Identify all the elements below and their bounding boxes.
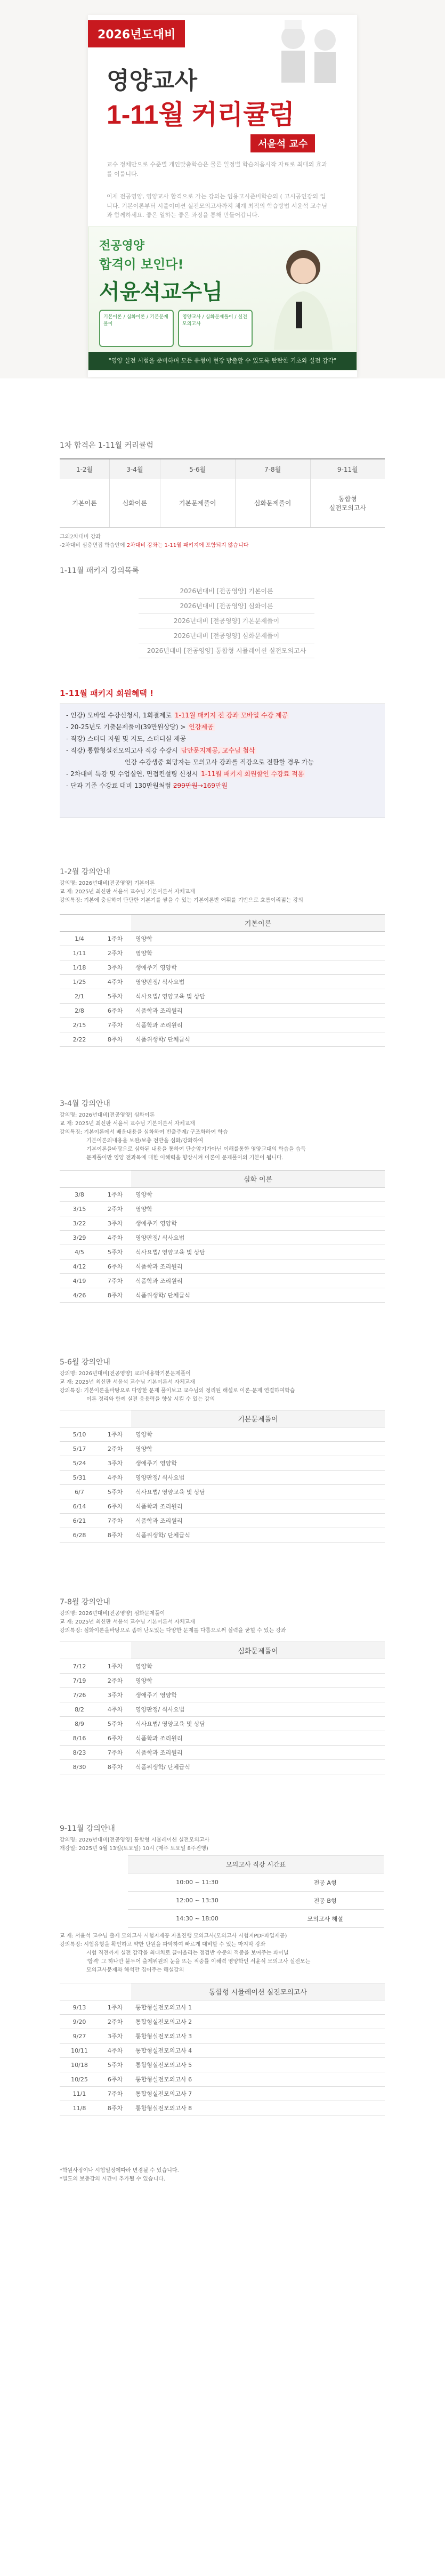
week-cell: 5주차 — [99, 1717, 131, 1731]
week-cell: 6주차 — [99, 1259, 131, 1274]
date-cell: 1/25 — [60, 975, 99, 989]
date-cell: 7/12 — [60, 1659, 99, 1674]
date-cell: 9/27 — [60, 2029, 99, 2044]
package-item[interactable]: 2026년대비 [전공영양] 기본문제풀이 — [139, 613, 314, 628]
table-header-label: 기본이론 — [131, 915, 385, 932]
info-line: 강의특징: 기본이론을바탕으로 다양한 문제 풀이보고 교수님의 정리된 해설로 이론-문제 연결하여학습 — [60, 1388, 295, 1394]
week-cell: 2주차 — [99, 1442, 131, 1456]
week-cell: 3주차 — [99, 1216, 131, 1231]
table-row — [60, 2000, 385, 2015]
date-cell: 6/21 — [60, 1514, 99, 1528]
table-header-label: 심화문제풀이 — [131, 1642, 385, 1659]
topic-cell: 영양학 — [131, 932, 385, 946]
s34-table — [60, 1170, 385, 1303]
table-row — [60, 1202, 385, 1216]
info-line: 강의명: 2026년대비[전공영양] 기본이론 — [60, 881, 155, 886]
curriculum-header: 3-4월 — [110, 459, 160, 479]
benefit-box — [60, 704, 385, 818]
topic-cell: 영양판정/ 식사요법 — [131, 975, 385, 989]
note-prefix: -2차대비 심층면접 학습안에 — [60, 543, 127, 548]
topic-cell: 통합형실전모의고사 1 — [131, 2000, 385, 2015]
s56-info — [60, 1370, 295, 1404]
info-line: 개강일: 2025년 9월 13일(토요일) 10시 (매주 토요일 8주진행) — [60, 1846, 208, 1852]
benefit-line — [66, 780, 385, 792]
info-line: 모의고사문제와 해석만 집어주는 해설강의 — [86, 1967, 184, 1973]
topic-cell: 생애주기 영양학 — [131, 960, 385, 975]
table-row — [60, 1274, 385, 1288]
topic-cell: 생애주기 영양학 — [131, 1688, 385, 1702]
s34-info — [60, 1111, 306, 1162]
banner-ticket-1: 기본이론 / 심화이론 / 기본문제풀이 — [99, 310, 174, 347]
package-list-title: 1-11월 패키지 강의목록 — [60, 567, 139, 575]
week-cell: 7주차 — [99, 1514, 131, 1528]
hero-tag: 2026년도대비 — [88, 20, 185, 47]
s911-title: 9-11월 강의안내 — [60, 1824, 115, 1833]
table-row — [60, 2072, 385, 2087]
date-cell: 11/1 — [60, 2087, 99, 2101]
topic-cell: 식사요법/ 영양교육 및 상담 — [131, 989, 385, 1004]
benefit-text: - 20-25년도 기출문제풀이(39만원상당) > — [66, 723, 188, 731]
date-cell: 7/19 — [60, 1674, 99, 1688]
week-cell: 6주차 — [99, 1004, 131, 1018]
table-row — [60, 1427, 385, 1442]
week-cell: 8주차 — [99, 1528, 131, 1543]
date-cell: 4/12 — [60, 1259, 99, 1274]
benefit-line — [66, 721, 385, 733]
week-cell: 6주차 — [99, 2072, 131, 2087]
date-cell: 1/18 — [60, 960, 99, 975]
table-row — [60, 1018, 385, 1032]
topic-cell: 식품학과 조리원리 — [131, 1274, 385, 1288]
hero-title-line1: 영양교사 — [107, 68, 198, 94]
topic-cell: 통합형실전모의고사 8 — [131, 2101, 385, 2115]
table-header-blank — [60, 1642, 131, 1659]
curriculum-cell: 기본이론 — [60, 479, 110, 527]
info-line: '합격' 그 하나만 붙두어 출제위원의 눈을 뜨는 적중률 이해력 영양학인 서윤석 모의고사 실전모는 — [86, 1959, 311, 1965]
note-red: 2차대비 강좌는 1-11월 패키지에 포함되지 않습니다 — [126, 543, 249, 548]
date-cell: 9/13 — [60, 2000, 99, 2015]
week-cell: 8주차 — [99, 2101, 131, 2115]
professor-photo-icon — [261, 238, 346, 350]
s56-table — [60, 1410, 385, 1543]
date-cell: 8/16 — [60, 1731, 99, 1746]
benefit-line — [66, 709, 385, 721]
date-cell: 1/11 — [60, 946, 99, 960]
date-cell: 8/23 — [60, 1746, 99, 1760]
info-line: 교 재: 서윤석 교수님 출제 모의고사 시험지제공 자율진행 모의고사(모의고사 시험지PDF파일제공) — [60, 1933, 287, 1939]
info-line: 강의명: 2026년대비[전공영양] 통합형 시뮬레이션 실전모의고사 — [60, 1837, 210, 1843]
s911-info — [60, 1836, 209, 1853]
week-cell: 1주차 — [99, 1188, 131, 1202]
banner-main-text: 서윤석교수님 — [99, 280, 223, 304]
benefit-line — [66, 745, 385, 756]
table-row — [60, 1471, 385, 1485]
topic-cell: 식품학과 조리원리 — [131, 1259, 385, 1274]
table-row — [60, 2044, 385, 2058]
date-cell: 8/2 — [60, 1702, 99, 1717]
hero-title-line2: 1-11월 커리큘럼 — [107, 100, 295, 130]
table-row — [60, 1702, 385, 1717]
week-cell: 5주차 — [99, 1245, 131, 1259]
table-row — [60, 1717, 385, 1731]
table-row — [60, 1514, 385, 1528]
table-row — [60, 2029, 385, 2044]
info-line: 교 재: 2025년 최신판 서윤석 교수님 기본이론서 자체교재 — [60, 889, 195, 895]
curriculum-cell: 기본문제풀이 — [160, 479, 235, 527]
table-row — [60, 1485, 385, 1499]
table-row — [60, 1659, 385, 1674]
date-cell: 2/22 — [60, 1032, 99, 1047]
date-cell: 2/1 — [60, 989, 99, 1004]
date-cell: 3/29 — [60, 1231, 99, 1245]
timeline-row — [128, 1892, 384, 1910]
curriculum-note — [60, 533, 248, 550]
info-line: 교 재: 2025년 최신판 서윤석 교수님 기본이론서 자체교재 — [60, 1121, 195, 1127]
date-cell: 10/25 — [60, 2072, 99, 2087]
week-cell: 8주차 — [99, 1032, 131, 1047]
week-cell: 7주차 — [99, 1746, 131, 1760]
s12-title: 1-2월 강의안내 — [60, 868, 110, 876]
benefit-strike-price: 299만원 — [173, 782, 198, 789]
footnotes — [60, 2167, 179, 2184]
topic-cell: 식품학과 조리원리 — [131, 1746, 385, 1760]
s78-table — [60, 1642, 385, 1774]
topic-cell: 식품위생학/ 단체급식 — [131, 1528, 385, 1543]
curriculum-table — [60, 458, 385, 528]
package-item[interactable]: 2026년대비 [전공영양] 통합형 시뮬레이션 실전모의고사 — [139, 643, 314, 658]
info-line: 교 재: 2025년 최신판 서윤석 교수님 기본이론서 자체교재 — [60, 1379, 195, 1385]
topic-cell: 식품위생학/ 단체급식 — [131, 1288, 385, 1303]
package-item[interactable]: 2026년대비 [전공영양] 기본이론 — [139, 584, 314, 599]
footnote: *별도의 보충강의 시간이 추가될 수 있습니다. — [60, 2176, 165, 2182]
topic-cell: 영양판정/ 식사요법 — [131, 1471, 385, 1485]
week-cell: 3주차 — [99, 1456, 131, 1471]
date-cell: 3/22 — [60, 1216, 99, 1231]
curriculum-cell: 심화이론 — [110, 479, 160, 527]
week-cell: 8주차 — [99, 1760, 131, 1774]
topic-cell: 식품위생학/ 단체급식 — [131, 1760, 385, 1774]
benefit-highlight: 인강제공 — [189, 723, 214, 731]
topic-cell: 통합형실전모의고사 6 — [131, 2072, 385, 2087]
session-cell: 전공 A형 — [266, 1874, 384, 1892]
date-cell: 10/11 — [60, 2044, 99, 2058]
table-row — [60, 1456, 385, 1471]
time-cell: 12:00 ~ 13:30 — [128, 1892, 266, 1910]
note-line-1: 그외2차대비 강좌 — [60, 534, 101, 540]
week-cell: 6주차 — [99, 1731, 131, 1746]
table-row — [60, 1004, 385, 1018]
table-row — [60, 975, 385, 989]
week-cell: 8주차 — [99, 1288, 131, 1303]
date-cell: 4/26 — [60, 1288, 99, 1303]
table-row — [60, 960, 385, 975]
footnote: *학원사정이나 시험일정에따라 변경될 수 있습니다. — [60, 2168, 179, 2174]
date-cell: 5/24 — [60, 1456, 99, 1471]
table-row — [60, 1245, 385, 1259]
table-row — [60, 1288, 385, 1303]
date-cell: 2/8 — [60, 1004, 99, 1018]
info-line: 강의특징: 기본이론에서 배운내용을 심화하여 빈출주제/ 구조화하여 학습 — [60, 1129, 228, 1135]
table-header-blank — [60, 1983, 131, 2000]
topic-cell: 통합형실전모의고사 2 — [131, 2015, 385, 2029]
time-cell: 10:00 ~ 11:30 — [128, 1874, 266, 1892]
topic-cell: 통합형실전모의고사 5 — [131, 2058, 385, 2072]
topic-cell: 통합형실전모의고사 7 — [131, 2087, 385, 2101]
table-row — [60, 2058, 385, 2072]
week-cell: 7주차 — [99, 1274, 131, 1288]
topic-cell: 영양학 — [131, 946, 385, 960]
date-cell: 8/30 — [60, 1760, 99, 1774]
topic-cell: 통합형실전모의고사 4 — [131, 2044, 385, 2058]
curriculum-cell: 통합형 실전모의고사 — [310, 479, 385, 527]
benefit-line — [66, 768, 385, 780]
info-line: 강의명: 2026년대비[전공영양] 심화문제풀이 — [60, 1611, 165, 1617]
week-cell: 4주차 — [99, 2044, 131, 2058]
week-cell: 4주차 — [99, 975, 131, 989]
table-row — [60, 1216, 385, 1231]
table-row — [60, 1760, 385, 1774]
timeline-title: 모의고사 직강 시간표 — [128, 1855, 384, 1874]
table-row — [60, 1674, 385, 1688]
table-row — [60, 932, 385, 946]
info-line: 교 재: 2025년 최신판 서윤석 교수님 기본이론서 자체교재 — [60, 1619, 195, 1625]
table-header-blank — [60, 1410, 131, 1427]
benefit-highlight: 1-11월 패키지 회원할인 수강료 적용 — [201, 770, 304, 778]
table-header-label: 통합형 시뮬레이션 실전모의고사 — [131, 1983, 385, 2000]
curriculum-title: 1차 합격은 1-11월 커리큘럼 — [60, 441, 153, 450]
topic-cell: 식사요법/ 영양교육 및 상담 — [131, 1485, 385, 1499]
date-cell: 6/7 — [60, 1485, 99, 1499]
topic-cell: 생애주기 영양학 — [131, 1456, 385, 1471]
date-cell: 8/9 — [60, 1717, 99, 1731]
table-header-blank — [60, 915, 131, 932]
week-cell: 4주차 — [99, 1702, 131, 1717]
week-cell: 2주차 — [99, 1674, 131, 1688]
benefit-text: - 단과 기준 수강료 대비 130만원처럼 — [66, 782, 173, 789]
benefit-line: - 직강) 스터디 지원 및 지도, 스터디실 제공 — [66, 735, 187, 742]
topic-cell: 통합형실전모의고사 3 — [131, 2029, 385, 2044]
benefit-price: →169만원 — [197, 782, 228, 789]
benefit-text: - 인강) 모바일 수강신청시, 1회결제로 — [66, 712, 174, 719]
s12-info — [60, 879, 303, 905]
topic-cell: 영양학 — [131, 1202, 385, 1216]
week-cell: 5주차 — [99, 1485, 131, 1499]
info-line: 강의특징: 심화이론을바탕으로 좀더 난도있는 다양한 문제를 다룸으로써 실력을 굳힐 수 있는 강좌 — [60, 1628, 286, 1634]
session-cell: 모의고사 해설 — [266, 1910, 384, 1928]
week-cell: 3주차 — [99, 1688, 131, 1702]
benefit-text: - 2차대비 특강 및 수업실연, 면접컨설팅 신청시 — [66, 770, 200, 778]
table-row — [60, 1528, 385, 1543]
benefit-text: - 직강) 통합형실전모의고사 직강 수강시 — [66, 747, 180, 754]
table-row — [60, 2015, 385, 2029]
info-line: 강의특징: 시험유형을 확인하고 약한 단원을 파악하여 빠르게 대비할 수 있는 마지막 강좌 — [60, 1942, 266, 1948]
table-row — [60, 989, 385, 1004]
table-row — [60, 2101, 385, 2115]
promo-banner — [88, 227, 357, 370]
topic-cell: 영양판정/ 식사요법 — [131, 1702, 385, 1717]
chef-illustration-icon — [272, 16, 346, 91]
topic-cell: 식품학과 조리원리 — [131, 1514, 385, 1528]
week-cell: 5주차 — [99, 2058, 131, 2072]
week-cell: 4주차 — [99, 1471, 131, 1485]
time-cell: 14:30 ~ 18:00 — [128, 1910, 266, 1928]
topic-cell: 영양학 — [131, 1427, 385, 1442]
week-cell: 1주차 — [99, 1659, 131, 1674]
topic-cell: 식사요법/ 영양교육 및 상담 — [131, 1717, 385, 1731]
date-cell: 5/10 — [60, 1427, 99, 1442]
date-cell: 4/5 — [60, 1245, 99, 1259]
week-cell: 1주차 — [99, 1427, 131, 1442]
table-header-label: 심화 이론 — [131, 1170, 385, 1188]
week-cell: 7주차 — [99, 2087, 131, 2101]
table-row — [60, 946, 385, 960]
topic-cell: 식품학과 조리원리 — [131, 1499, 385, 1514]
topic-cell: 식품학과 조리원리 — [131, 1004, 385, 1018]
s34-title: 3-4월 강의안내 — [60, 1100, 110, 1108]
banner-top-text: 전공영양 — [99, 239, 145, 253]
curriculum-header: 5-6월 — [160, 459, 235, 479]
info-line: 기본이론을바탕으로 심화된 내용을 통하여 단순암기가아닌 이해를통한 영양교대의 학습을 습득 — [86, 1146, 306, 1152]
s78-info — [60, 1610, 286, 1635]
curriculum-header: 1-2월 — [60, 459, 110, 479]
curriculum-cell: 심화문제풀이 — [235, 479, 310, 527]
table-row — [60, 1499, 385, 1514]
hero-description-1: 교수 정체만으로 수준별 개인맞춤학습은 물론 일정별 학습처음시작 자료로 최대의 효과를 이룹니다. — [107, 161, 328, 177]
table-row — [60, 1442, 385, 1456]
date-cell: 6/28 — [60, 1528, 99, 1543]
s911-info2 — [60, 1932, 310, 1975]
s78-title: 7-8월 강의안내 — [60, 1598, 110, 1606]
week-cell: 2주차 — [99, 946, 131, 960]
info-line: 강의명: 2026년대비[전공영양] 교과내용학기본문제풀이 — [60, 1371, 191, 1377]
date-cell: 9/20 — [60, 2015, 99, 2029]
topic-cell: 생애주기 영양학 — [131, 1216, 385, 1231]
table-row — [60, 1231, 385, 1245]
week-cell: 7주차 — [99, 1018, 131, 1032]
date-cell: 5/17 — [60, 1442, 99, 1456]
curriculum-header: 9-11월 — [310, 459, 385, 479]
table-header-label: 기본문제풀이 — [131, 1410, 385, 1427]
package-item[interactable]: 2026년대비 [전공영양] 심화문제풀이 — [139, 628, 314, 643]
curriculum-header: 7-8월 — [235, 459, 310, 479]
week-cell: 6주차 — [99, 1499, 131, 1514]
info-line: 문제풀이만 영양 전과목에 대한 이해력을 향상시켜 이론이 문제풀이의 기본이 됩니다. — [86, 1155, 284, 1161]
topic-cell: 식품위생학/ 단체급식 — [131, 1032, 385, 1047]
info-line: 강의명: 2026년대비[전공영양] 심화이론 — [60, 1112, 155, 1118]
session-cell: 전공 B형 — [266, 1892, 384, 1910]
week-cell: 1주차 — [99, 932, 131, 946]
benefit-highlight: 1-11월 패키지 전 강좌 모바일 수강 제공 — [174, 712, 288, 719]
date-cell: 3/8 — [60, 1188, 99, 1202]
week-cell: 3주차 — [99, 960, 131, 975]
banner-strip: "영양 실전 시험을 준비하며 모든 유형이 현장 방출할 수 있도록 탄탄한 기초와 실전 감각" — [88, 352, 357, 370]
banner-sub-text: 합격이 보인다! — [99, 257, 184, 272]
hero-description-2: 이제 전공영양, 영양교사 합격으로 가는 강의는 임용고시준비학습의 ( 고시공인강의 입니다. 기본이론부터 시졸이미션 실전모의고사까지 체계 최적의 학습방법 서윤석 교수님과 함께하세요. 좋은 일하는 좋은 과정을 통해 만들어갑니다. — [107, 193, 328, 219]
package-item[interactable]: 2026년대비 [전공영양] 심화이론 — [139, 599, 314, 613]
topic-cell: 영양학 — [131, 1659, 385, 1674]
timeline-row — [128, 1874, 384, 1892]
table-header-blank — [60, 1170, 131, 1188]
table-row — [60, 1746, 385, 1760]
banner-ticket-2: 영양교사 / 심화문제풀이 / 실전모의고사 — [178, 310, 253, 347]
week-cell: 2주차 — [99, 2015, 131, 2029]
date-cell: 3/15 — [60, 1202, 99, 1216]
topic-cell: 영양학 — [131, 1442, 385, 1456]
info-line: 이론 정리와 함께 실전 응용력을 향상 시킬 수 있는 강의 — [86, 1396, 215, 1402]
table-row — [60, 1188, 385, 1202]
week-cell: 2주차 — [99, 1202, 131, 1216]
benefit-line: 인강 수강생중 희망자는 모의고사 강좌를 직강으로 전환할 경우 가능 — [125, 758, 314, 766]
week-cell: 3주차 — [99, 2029, 131, 2044]
week-cell: 4주차 — [99, 1231, 131, 1245]
date-cell: 2/15 — [60, 1018, 99, 1032]
benefit-title: 1-11월 패키지 회원혜택 ! — [60, 689, 153, 698]
table-row — [60, 1688, 385, 1702]
week-cell: 5주차 — [99, 989, 131, 1004]
table-row — [60, 1032, 385, 1047]
info-line: 강의특징: 기본에 충실하여 단단한 기본기를 쌓을 수 있는 기본이론반 어휘를 기반으로 흐름이리젊는 강의 — [60, 898, 303, 903]
note-line-2 — [60, 542, 248, 550]
table-row — [60, 1731, 385, 1746]
date-cell: 1/4 — [60, 932, 99, 946]
info-line: 시험 직전까지 실전 감각을 최대치로 끌어올리는 점검반 수준의 적중을 보여주는 파이널 — [86, 1950, 289, 1956]
timeline-row — [128, 1910, 384, 1928]
date-cell: 7/26 — [60, 1688, 99, 1702]
topic-cell: 식품학과 조리원리 — [131, 1018, 385, 1032]
topic-cell: 식품학과 조리원리 — [131, 1731, 385, 1746]
date-cell: 6/14 — [60, 1499, 99, 1514]
info-line: 기본이론의내용을 보완/보충 전반을 심화/강화하여 — [86, 1138, 204, 1144]
date-cell: 10/18 — [60, 2058, 99, 2072]
s12-table — [60, 914, 385, 1047]
hero-section — [0, 0, 445, 378]
timeline-table — [128, 1855, 384, 1928]
table-row — [60, 1259, 385, 1274]
week-cell: 1주차 — [99, 2000, 131, 2015]
s911-table — [60, 1983, 385, 2115]
date-cell: 4/19 — [60, 1274, 99, 1288]
topic-cell: 영양학 — [131, 1188, 385, 1202]
topic-cell: 영양학 — [131, 1674, 385, 1688]
hero-professor: 서윤석 교수 — [250, 134, 315, 152]
date-cell: 5/31 — [60, 1471, 99, 1485]
table-row — [60, 2087, 385, 2101]
topic-cell: 식사요법/ 영양교육 및 상담 — [131, 1245, 385, 1259]
benefit-highlight: 답안문지제공, 교수님 첨삭 — [181, 747, 255, 754]
date-cell: 11/8 — [60, 2101, 99, 2115]
package-list — [139, 584, 314, 658]
topic-cell: 영양판정/ 식사요법 — [131, 1231, 385, 1245]
s56-title: 5-6월 강의안내 — [60, 1358, 110, 1367]
